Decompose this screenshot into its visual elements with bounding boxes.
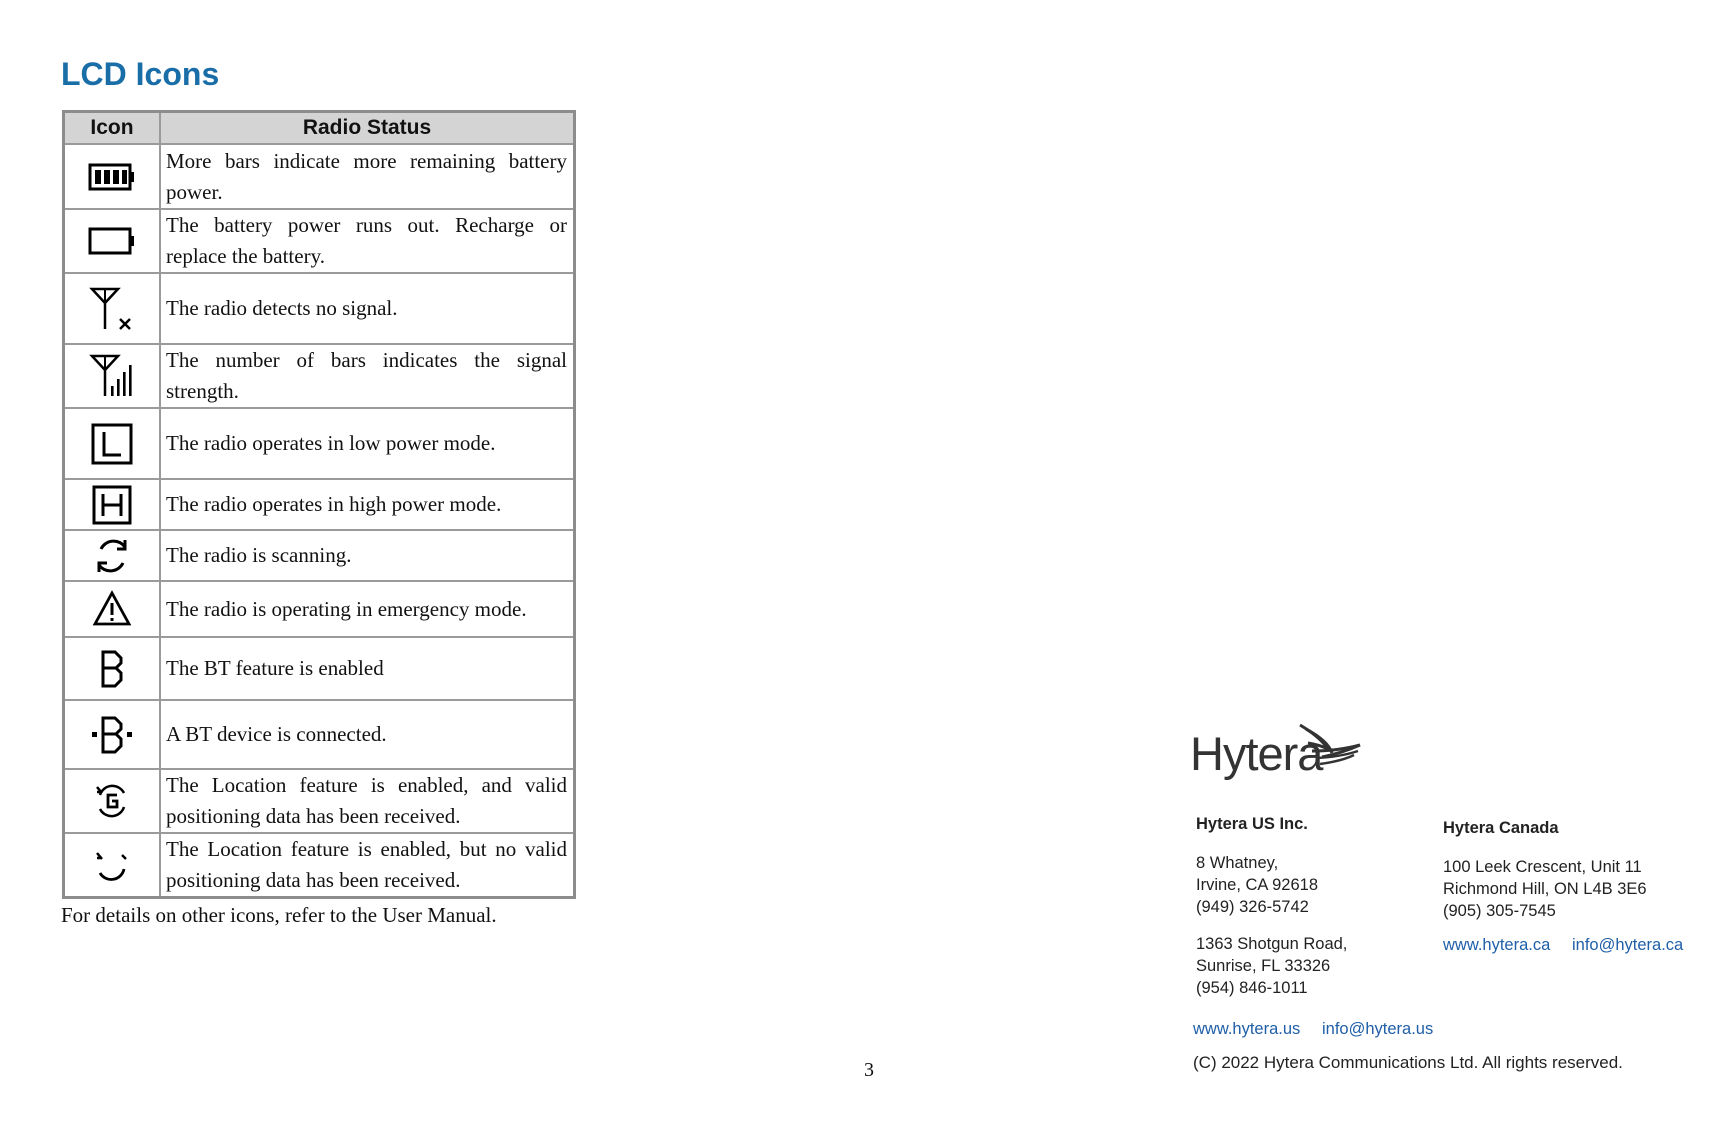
canada-address-line2: Richmond Hill, ON L4B 3E6 [1443, 880, 1647, 898]
icon-cell [64, 700, 161, 769]
battery-full-icon [88, 162, 136, 192]
icon-column-header: Icon [64, 112, 161, 145]
bluetooth-icon [97, 649, 127, 689]
icon-cell [64, 344, 161, 408]
status-description: The Location feature is enabled, and valid positioning data has been received. [160, 769, 575, 833]
us-office-address [1196, 813, 1347, 999]
icon-cell [64, 209, 161, 273]
us-address1-phone: (949) 326-5742 [1196, 898, 1309, 916]
table-header-row [64, 112, 575, 145]
table-row [64, 479, 575, 530]
battery-empty-icon [88, 226, 136, 256]
status-description: The number of bars indicates the signal strength. [160, 344, 575, 408]
us-address2-phone: (954) 846-1011 [1196, 979, 1308, 997]
us-website-link[interactable]: www.hytera.us [1193, 1020, 1301, 1038]
icon-cell [64, 581, 161, 637]
canada-website-link[interactable]: www.hytera.ca [1443, 936, 1551, 954]
location-valid-icon [92, 781, 132, 821]
status-description: The BT feature is enabled [160, 637, 575, 700]
us-address2-line2: Sunrise, FL 33326 [1196, 957, 1331, 975]
status-description: More bars indicate more remaining battery power. [160, 144, 575, 209]
icon-cell [64, 637, 161, 700]
status-description: The Location feature is enabled, but no valid positioning data has been received. [160, 833, 575, 898]
icon-cell [64, 769, 161, 833]
table-row [64, 581, 575, 637]
no-signal-icon [88, 285, 136, 333]
status-description: The radio is scanning. [160, 530, 575, 581]
table-row [64, 833, 575, 898]
status-column-header: Radio Status [160, 112, 575, 145]
canada-company-name: Hytera Canada [1443, 819, 1559, 837]
scanning-icon [91, 535, 133, 577]
icon-cell [64, 833, 161, 898]
canada-phone: (905) 305-7545 [1443, 902, 1556, 920]
table-row [64, 209, 575, 273]
table-row [64, 273, 575, 344]
us-email-link[interactable]: info@hytera.us [1322, 1020, 1434, 1038]
table-row [64, 530, 575, 581]
bluetooth-connected-icon [89, 715, 135, 755]
icon-cell [64, 530, 161, 581]
table-row [64, 344, 575, 408]
bird-logo-icon [1298, 723, 1362, 767]
table-row [64, 769, 575, 833]
page-number: 3 [864, 1059, 874, 1081]
status-description: The radio operates in low power mode. [160, 408, 575, 479]
icon-cell [64, 273, 161, 344]
table-row [64, 144, 575, 209]
table-row [64, 637, 575, 700]
status-description: The radio is operating in emergency mode. [160, 581, 575, 637]
table-row [64, 700, 575, 769]
low-power-icon [90, 422, 134, 466]
high-power-icon [91, 484, 133, 526]
canada-address-line1: 100 Leek Crescent, Unit 11 [1443, 858, 1642, 876]
status-description: A BT device is connected. [160, 700, 575, 769]
copyright-notice: (C) 2022 Hytera Communications Ltd. All rights reserved. [1193, 1053, 1623, 1072]
icon-cell [64, 408, 161, 479]
table-row [64, 408, 575, 479]
logo-text: Hytera [1190, 727, 1323, 780]
status-description: The battery power runs out. Recharge or replace the battery. [160, 209, 575, 273]
icon-cell [64, 144, 161, 209]
us-company-name: Hytera US Inc. [1196, 815, 1308, 833]
icon-cell [64, 479, 161, 530]
canada-office-address [1443, 817, 1647, 922]
emergency-icon [92, 590, 132, 628]
page-title: LCD Icons [61, 56, 220, 92]
us-address2-line1: 1363 Shotgun Road, [1196, 935, 1348, 953]
hytera-logo [1190, 726, 1322, 781]
us-address1-line2: Irvine, CA 92618 [1196, 876, 1318, 894]
lcd-icons-table [62, 110, 576, 899]
signal-strength-icon [88, 352, 136, 400]
canada-email-link[interactable]: info@hytera.ca [1572, 936, 1684, 954]
status-description: The radio operates in high power mode. [160, 479, 575, 530]
us-address1-line1: 8 Whatney, [1196, 854, 1279, 872]
footnote: For details on other icons, refer to the User Manual. [61, 903, 497, 927]
status-description: The radio detects no signal. [160, 273, 575, 344]
location-invalid-icon [92, 845, 132, 885]
